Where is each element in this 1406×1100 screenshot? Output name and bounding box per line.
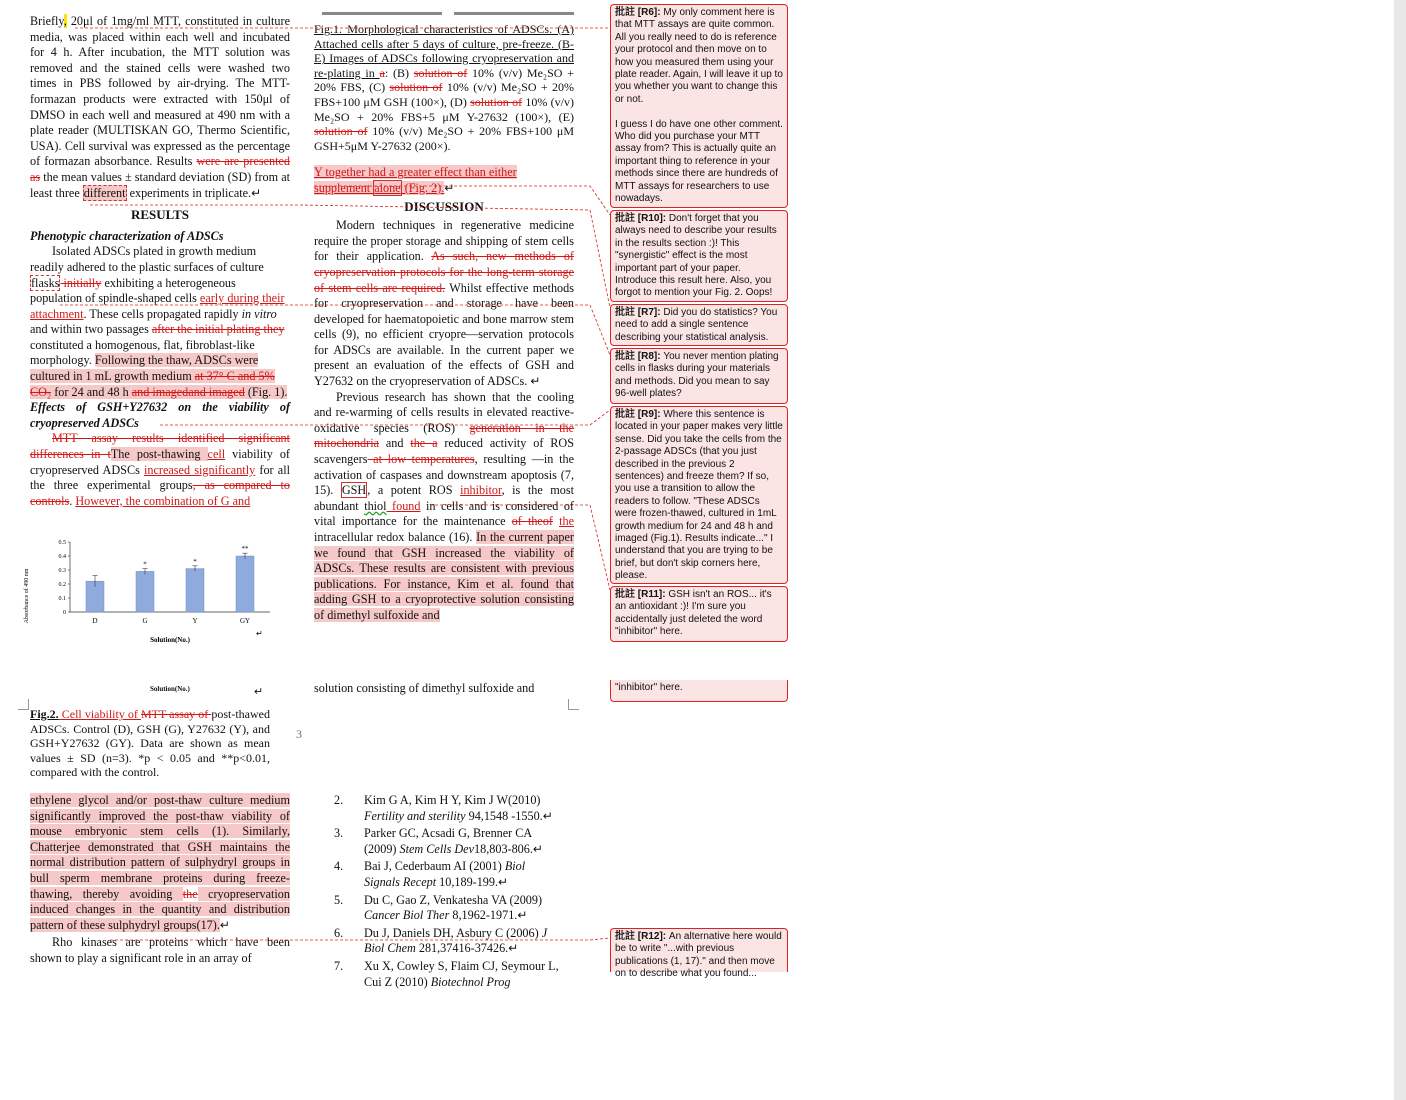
reference-journal: Fertility and sterility <box>364 808 466 823</box>
chart-x-tick-label: Y <box>192 617 198 625</box>
comment-r10[interactable]: 批註 [R10]: Don't forget that you always need to describe your results in the results section :)! This "synergistic" effect is the most important part of your paper. Introduce this result here. Also, you forgot to mention your Fig. 2. Oops! <box>610 210 788 302</box>
chart-y-tick-label: 0.2 <box>58 582 66 588</box>
reference-number: 4. <box>334 859 344 874</box>
reference-authors: Bai J, Cederbaum AI (2001) <box>364 859 505 874</box>
reference-journal: Cancer Biol Ther <box>364 908 450 923</box>
chart-x-tick-label: G <box>142 617 148 625</box>
connector-r9 <box>160 410 610 425</box>
chart-y-tick-label: 0.4 <box>58 554 66 560</box>
reference-volume-pages: 8,1962-1971.↵ <box>449 908 528 923</box>
comment-r8[interactable]: 批註 [R8]: You never mention plating cells in flasks during your materials and methods. Did you mean to say 96-well plates? <box>610 348 788 404</box>
subheading-effects: Effects of GSH+Y27632 on the viability of cryopreserved ADSCs <box>30 400 290 430</box>
chart-y-tick-label: 0.1 <box>58 596 66 602</box>
column-echo: solution consisting of dimethyl sulfoxide and <box>314 681 535 695</box>
reference-number: 5. <box>334 892 344 907</box>
reference-authors: Du J, Daniels DH, Asbury C (2006) <box>364 925 542 940</box>
connector-r11 <box>430 505 610 590</box>
reference-authors: Parker GC, Acsadi G, Brenner CA (2009) <box>364 826 532 856</box>
mtt-paragraph: Briefly, 20μl of 1mg/ml MTT, constituted in culture media, was placed within each well and incubated for 4 h. After incubation, the MTT solution was removed and the stained cells were washed two times in PBS followed by air-drying. The MTT-formazan products were extracted with 150μl of DMSO in each well and measured at 490 nm with a plate reader (MULTISKAN GO, Thermo Scientific, USA). Cell survival was expressed as the percentage of formazan absorbance. Results were are presented as the mean values ± standard deviation (SD) from at least three different experiments in triplicate.↵ <box>30 14 290 200</box>
discussion-paragraph-1: Modern techniques in regenerative medicine require the proper storage and shipping of stem cells for their application. As such, new methods of cryopreservation protocols for the long-term storage of stem cells are required. Whilst effective methods for cryopreservation and storage have been developed for haematopoietic and bone marrow stem cells (9), no efficient cryopre—servation protocols for ADSCs are available. In the current paper we present an evaluation of the effects of GSH and Y27632 on the cryopreservation of ADSCs. ↵ <box>314 218 574 389</box>
comment-r9[interactable]: 批註 [R9]: Where this sentence is located in your paper makes very little sense. Did you take the cells from the 2-passage ADSCs (that you just described in the previous 2 sentences) and freeze them? If so, you use a transition to allow the readers to follow. "These ADSCs were frozen-thawed, cultured in 1mL growth medium for 24 and 48 h and imaged (Fig.1). Results indicate..." I understand that you are trying to be brief, but don't skip corners here, please. <box>610 406 788 584</box>
chart-significance-Y: * <box>193 557 197 566</box>
sidebar-scroll-strip[interactable] <box>1394 0 1406 1100</box>
reference-number: 3. <box>334 826 344 841</box>
chatterjee-paragraph: ethylene glycol and/or post-thaw culture medium significantly improved the post-thaw viability of mouse embryonic stem cells (1). Similarly, Chatterjee demonstrated that GSH maintains the normal distribution pattern of sulphydryl groups in bull sperm membrane proteins during freeze-thawing, thereby avoiding the cryopreservation induced changes in the quantity and distribution pattern of these sulphydryl groups(17).↵ <box>30 793 290 932</box>
chart-xlabel: Solution(No.) <box>150 636 190 644</box>
paragraph-mark: ↵ <box>254 686 264 698</box>
reference-volume-pages: 281,37416-37426.↵ <box>415 941 519 956</box>
reference-volume-pages: 10,189-199.↵ <box>436 874 509 889</box>
reference-authors: Xu X, Cowley S, Flaim CJ, Seymour L, Cui Z (2010) <box>364 958 559 989</box>
chart-paragraph-mark: ↵ <box>256 629 263 638</box>
reference-journal: Biotechnol Prog <box>430 974 511 989</box>
comment-r7[interactable]: 批註 [R7]: Did you do statistics? You need to add a single sentence describing your statistical analysis. <box>610 304 788 346</box>
reference-authors: Kim G A, Kim H Y, Kim J W(2010) <box>364 793 541 807</box>
reference-journal: Stem Cells Dev <box>399 841 475 856</box>
reference-volume-pages: 94,1548 -1550.↵ <box>465 808 553 823</box>
connector-r8 <box>60 305 610 355</box>
connector-r12 <box>110 938 610 940</box>
discussion-heading: DISCUSSION <box>404 198 484 214</box>
reference-authors: Du C, Gao Z, Venkatesha VA (2009) <box>364 892 543 907</box>
chart-xlabel-echo: Solution(No.) <box>150 685 190 693</box>
subheading-phenotypic: Phenotypic characterization of ADSCs <box>30 228 224 243</box>
figure1-caption: Fig.1. Morphological characteristics of ADSCs. (A) Attached cells after 5 days of culture, pre-freeze. (B-E) Images of ADSCs following cryopreservation and re-plating in a: (B) solution of 10% (v/v) Me₂SO + 20% FBS, (C) solution of 10% (v/v) Me₂SO + 20% FBS+100 μM GSH (100×), (D) solution of 10% (v/v) Me₂SO + 20% FBS+5 μM Y-27632 (100×), (E) solution of 10% (v/v) Me₂SO + 20% FBS+100 μM GSH+5μM Y-27632 (200×). <box>314 22 575 153</box>
connector-r10 <box>314 186 610 215</box>
chart-y-tick-label: 0 <box>63 610 66 616</box>
chart-significance-G: * <box>143 560 147 569</box>
comment-r6[interactable]: 批註 [R6]: My only comment here is that MTT assays are quite common. All you really need to do is reference your protocol and then move on to how you measured them using your plate reader. Again, I will leave it up to you whether you want to change this or not. I guess I do have one other comment. Who did you purchase your MTT assay from? This is actually quite an important thing to reference in your methods since there are hundreds of MTT assays for researchers to use nowadays. <box>610 4 788 208</box>
figure2-caption: Fig.2. Cell viability of MTT assay of post-thawed ADSCs. Control (D), GSH (G), Y27632 (Y), and GSH+Y27632 (GY). Data are shown as mean values ± SD (n=3). *p < 0.05 and **p<0.01, compared with the control. <box>30 707 270 780</box>
reference-volume-pages: 18,803-806.↵ <box>474 841 544 856</box>
chart-x-tick-label: GY <box>239 617 251 625</box>
chart-ylabel: Absorbance of 490 nm <box>24 568 30 624</box>
comment-r11[interactable]: 批註 [R11]: GSH isn't an ROS... it's an antioxidant :)! I'm sure you accidentally just deleted the word "inhibitor" here. <box>610 586 788 642</box>
effects-paragraph: MTT assay results identified significant differences in tThe post-thawing cell viability of cryopreserved ADSCs increased significantly for all the three experimental groups, as compared to controls. However, the combination of G and <box>30 431 290 508</box>
chart-x-tick-label: D <box>92 617 98 625</box>
rho-kinase-paragraph: Rho kinases are proteins which have been shown to play a significant role in an array of <box>30 935 290 965</box>
page-number: 3 <box>296 727 302 741</box>
reference-journal: Biol Signals Recept <box>364 859 526 889</box>
comment-r11-continued[interactable]: "inhibitor" here. <box>610 680 788 702</box>
discussion-paragraph-2: Previous research has shown that the cooling and re-warming of cells results in elevated reactive-oxidative species (ROS) generation in the mitochondria and the a reduced activity of ROS scavengers at low temperatures, resulting —in the activation of caspases and downstream apoptosis (7, 15). GSH, a potent ROS inhibitor, is the most abundant thiol found in cells and is considered of vital importance for the maintenance of theof the intracellular redox balance (16). In the current paper we found that GSH increased the viability of ADSCs. These results are consistent with previous publications. For instance, Kim et al. found that adding GSH to a cryoprotective solution consisting of dimethyl sulfoxide and <box>314 389 574 622</box>
reference-number: 6. <box>334 925 344 940</box>
reference-journal: J Biol Chem <box>364 925 548 956</box>
chart-significance-GY: ** <box>241 545 249 554</box>
connector-r7 <box>90 205 610 308</box>
chart-y-tick-label: 0.5 <box>58 540 66 546</box>
reference-number: 2. <box>334 793 344 807</box>
reference-number: 7. <box>334 958 344 973</box>
results-heading: RESULTS <box>130 207 190 223</box>
inserted-results-sentence: Y together had a greater effect than either supplement alone (Fig. 2).↵ <box>314 165 517 195</box>
chart-y-tick-label: 0.3 <box>58 568 66 574</box>
phenotype-paragraph: Isolated ADSCs plated in growth medium readily adhered to the plastic surfaces of culture flasks initially exhibiting a heterogeneous population of spindle-shaped cells early during their attachment. These cells propagated rapidly in vitro and within two passages after the initial plating they constituted a homogenous, flat, fibroblast-like morphology. Following the thaw, ADSCs were cultured in 1 mL growth medium at 37° C and 5% CO₂ for 24 and 48 h and imagedand imaged (Fig. 1). <box>30 244 288 399</box>
comment-r12[interactable]: 批註 [R12]: An alternative here would be to write "...with previous publications (1, 17)." and then move on to describe what you found... <box>610 928 788 972</box>
